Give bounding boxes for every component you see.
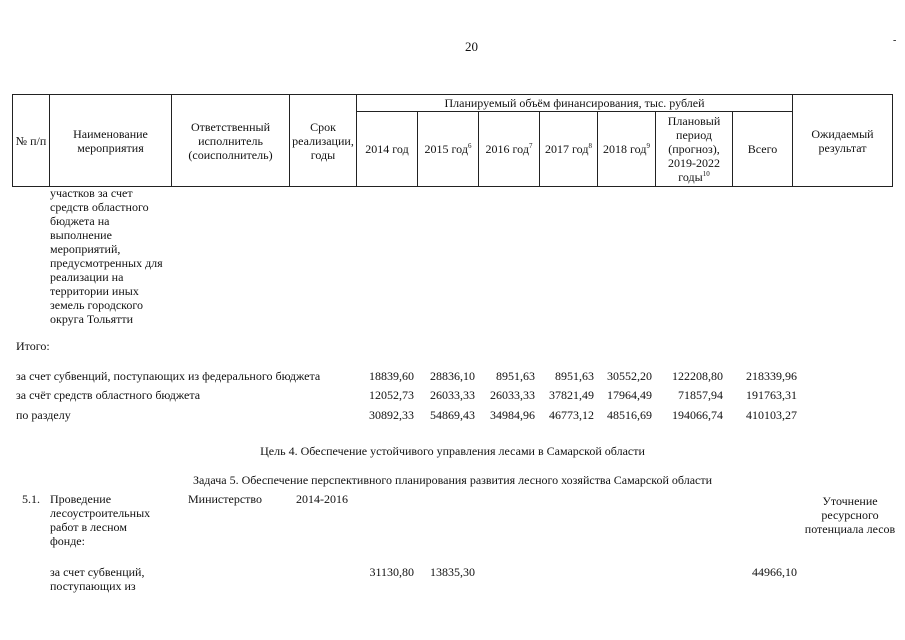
row-label: за счёт средств областного бюджета [16,388,201,402]
header-funding-group: Планируемый объём финансирования, тыс. рублей [357,95,793,112]
value-2017: 37821,49 [549,388,594,402]
page-number: 20 [465,39,478,54]
header-planned-period: Плановый период (прогноз), 2019-2022 годы$^{10}$ [656,112,733,187]
corner-mark: - [893,35,897,46]
value-2017: 8951,63 [555,369,594,383]
item-expected-result: Уточнение ресурсного потенциала лесов [804,494,896,536]
sub-label: за счет субвенций, поступающих из [50,565,145,593]
sub-value-2015: 13835,30 [430,565,475,579]
value-2015: 54869,43 [430,408,475,422]
item-period: 2014-2016 [296,492,348,506]
header-year-2016: 2016 год$^7$ [479,112,540,187]
value-2014: 30892,33 [369,408,414,422]
value-total: 218339,96 [746,369,797,383]
value-2018: 17964,49 [607,388,652,402]
sub-value-total: 44966,10 [752,565,797,579]
value-2014: 12052,73 [369,388,414,402]
sub-value-2014: 31130,80 [369,565,414,579]
row-label: по разделу [16,408,71,422]
item-number: 5.1. [22,492,40,506]
value-2018: 48516,69 [607,408,652,422]
table-header [12,94,893,187]
header-name: Наименование мероприятия [50,95,172,187]
header-expected-result: Ожидаемый результат [793,95,893,187]
value-2016: 26033,33 [490,388,535,402]
value-planned: 71857,94 [678,388,723,402]
value-2014: 18839,60 [369,369,414,383]
continuation-text: участков за счет средств областного бюджета на выполнение мероприятий, предусмотренных для реализации на территории иных земель городского округа Тольятти [50,186,163,326]
header-year-2018: 2018 год$^9$ [598,112,656,187]
header-year-2014: 2014 год [357,112,418,187]
value-planned: 122208,80 [672,369,723,383]
value-total: 191763,31 [746,388,797,402]
value-2018: 30552,20 [607,369,652,383]
value-2016: 8951,63 [496,369,535,383]
value-2016: 34984,96 [490,408,535,422]
header-responsible: Ответственный исполнитель (соисполнитель) [172,95,290,187]
row-label: за счет субвенций, поступающих из федерального бюджета [16,369,321,383]
goal-heading: Цель 4. Обеспечение устойчивого управления лесами в Самарской области [260,444,645,458]
value-planned: 194066,74 [672,408,723,422]
task-heading: Задача 5. Обеспечение перспективного планирования развития лесного хозяйства Самарской области [192,473,713,487]
header-num: № п/п [13,95,50,187]
header-year-2015: 2015 год$^6$ [418,112,479,187]
value-total: 410103,27 [746,408,797,422]
item-responsible: Министерство [188,492,262,506]
value-2017: 46773,12 [549,408,594,422]
item-name: Проведение лесоустроительных работ в лесном фонде: [50,492,151,548]
header-total: Всего [733,112,793,187]
header-period: Срок реализации, годы [290,95,357,187]
value-2015: 26033,33 [430,388,475,402]
header-year-2017: 2017 год$^8$ [540,112,598,187]
value-2015: 28836,10 [430,369,475,383]
itogo-label: Итого: [16,339,50,353]
